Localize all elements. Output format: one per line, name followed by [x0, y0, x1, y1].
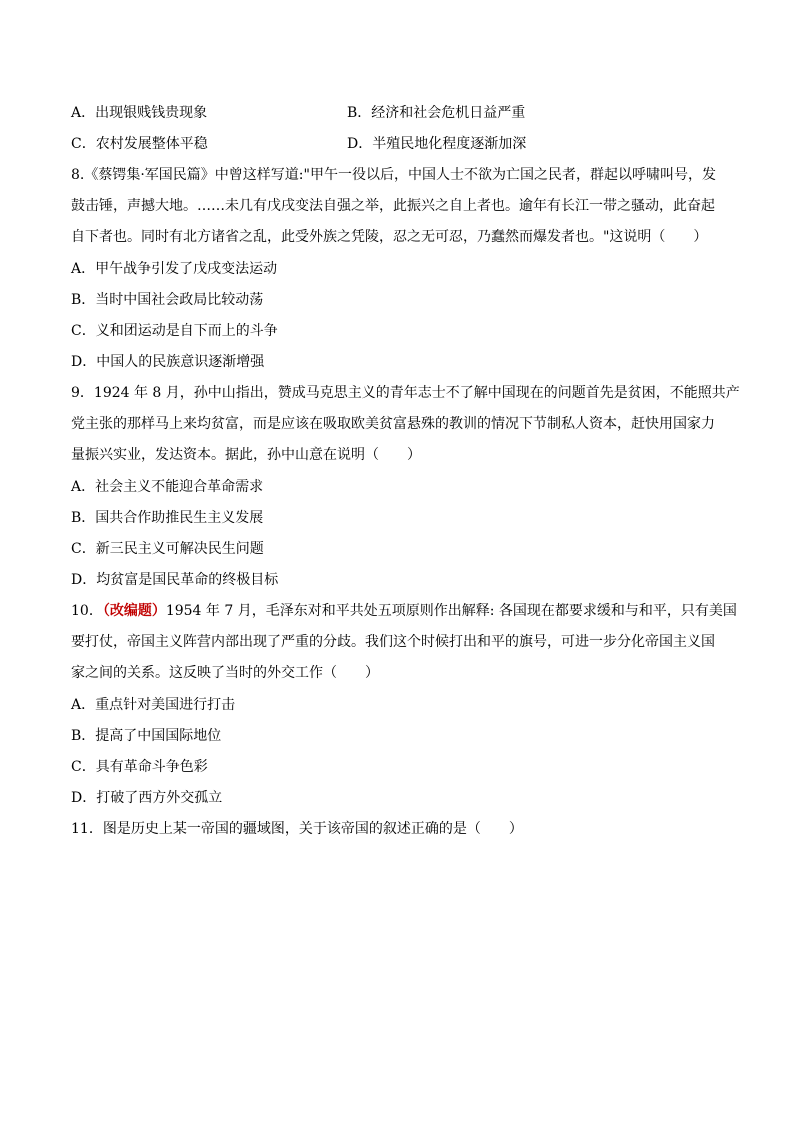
- q10-stem-first-rest: 1954 年 7 月，毛泽东对和平共处五项原则作出解释: 各国现在都要求缓和与和平，只有美国: [165, 603, 737, 619]
- q7-option-d: D．半殖民地化程度逐渐加深: [347, 136, 527, 152]
- q8-option-a: A．甲午战争引发了戊戌变法运动: [71, 261, 278, 277]
- q10-option-d: D．打破了西方外交孤立: [71, 790, 223, 806]
- q8-stem-line-2: 鼓击锤，声撼大地。……未几有戊戌变法自强之举，此振兴之自上者也。逾年有长江一带之骚动，此奋起: [71, 198, 715, 214]
- q9-option-b: B．国共合作助推民生主义发展: [71, 510, 264, 526]
- q8-stem-line-3: 自下者也。同时有北方诸省之乱，此受外族之凭陵，忍之无可忍，乃蠢然而爆发者也。"这说明（ ）: [71, 229, 708, 245]
- q7-option-a: A．出现银贱钱贵现象: [71, 105, 208, 121]
- q9-option-d: D．均贫富是国民革命的终极目标: [71, 572, 279, 588]
- q9-option-a: A．社会主义不能迎合革命需求: [71, 479, 264, 495]
- q10-stem-line-2: 要打仗，帝国主义阵营内部出现了严重的分歧。我们这个时候打出和平的旗号，可进一步分化帝国主义国: [71, 634, 715, 650]
- q9-option-c: C．新三民主义可解决民生问题: [71, 541, 264, 557]
- q8-option-c: C．义和团运动是自下而上的斗争: [71, 323, 278, 339]
- q7-option-b: B．经济和社会危机日益严重: [347, 105, 526, 121]
- q10-number: 10．: [71, 603, 103, 619]
- q7-option-c: C．农村发展整体平稳: [71, 136, 208, 152]
- q10-stem-line-1: [71, 601, 737, 621]
- q9-stem-line-3: 量振兴实业，发达资本。据此，孙中山意在说明（ ）: [71, 447, 421, 463]
- q10-option-c: C．具有革命斗争色彩: [71, 759, 208, 775]
- q10-option-a: A．重点针对美国进行打击: [71, 697, 236, 713]
- q8-stem-line-1: 8.《蔡锷集·军国民篇》中曾这样写道:"甲午一役以后，中国人士不欲为亡国之民者，群起以呼啸叫号，发: [71, 167, 716, 183]
- q11-stem: 11．图是历史上某一帝国的疆域图，关于该帝国的叙述正确的是（ ）: [71, 821, 523, 837]
- q10-adapted-tag: （改编题）: [102, 603, 166, 619]
- q8-option-b: B．当时中国社会政局比较动荡: [71, 292, 264, 308]
- q9-stem-line-2: 党主张的那样马上来均贫富，而是应该在吸取欧美贫富悬殊的教训的情况下节制私人资本，赶快用国家力: [71, 416, 715, 432]
- q9-stem-line-1: 9．1924 年 8 月，孙中山指出，赞成马克思主义的青年志士不了解中国现在的问题首先是贫困，不能照共产: [71, 385, 740, 401]
- q8-option-d: D．中国人的民族意识逐渐增强: [71, 354, 265, 370]
- q10-stem-line-3: 家之间的关系。这反映了当时的外交工作（ ）: [71, 665, 379, 681]
- q10-option-b: B．提高了中国国际地位: [71, 728, 222, 744]
